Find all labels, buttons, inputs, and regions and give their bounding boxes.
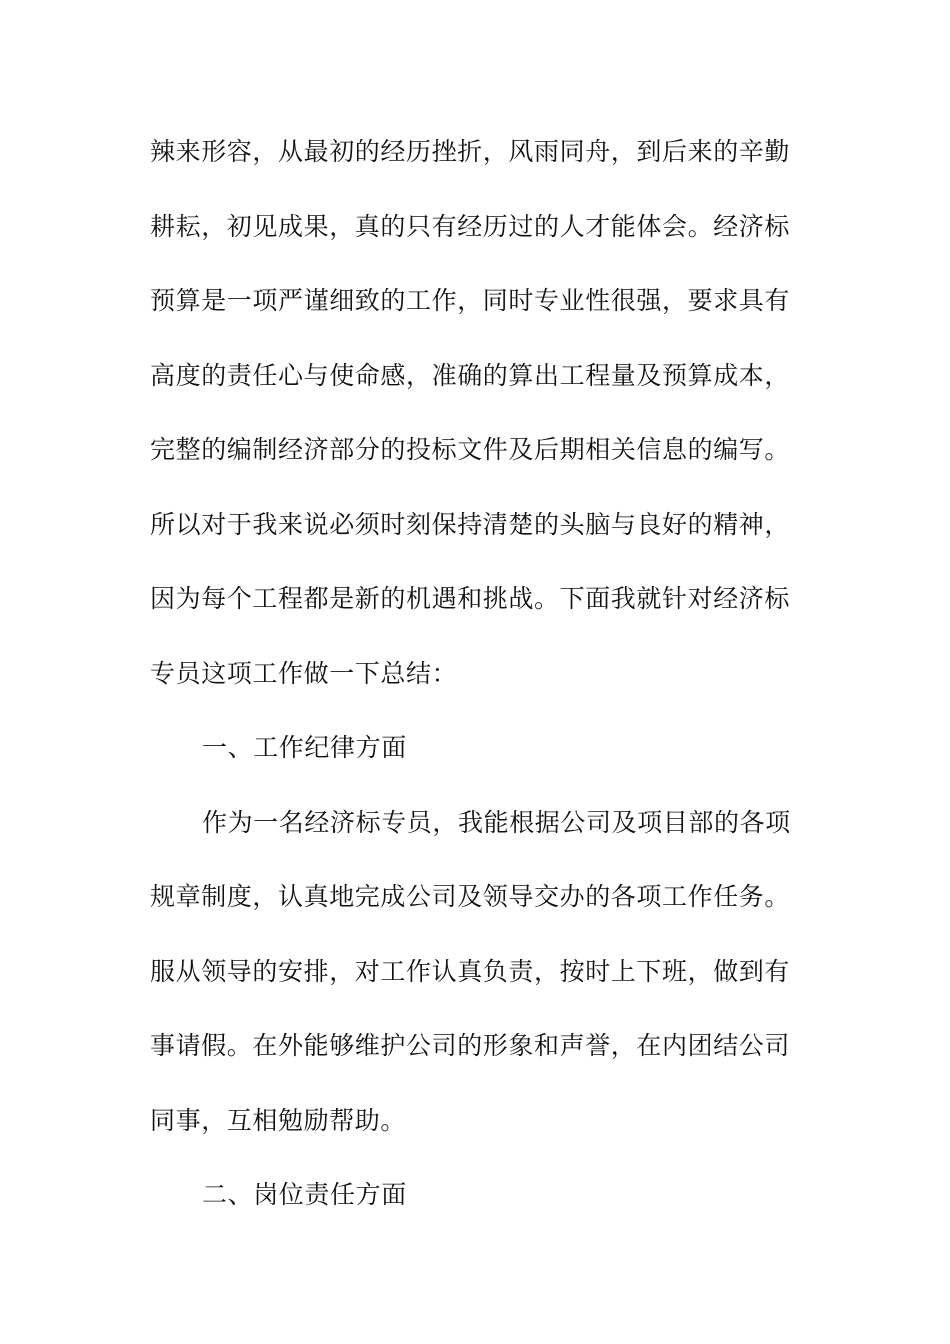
paragraph-line: 作为一名经济标专员，我能根据公司及项目部的各项 — [202, 808, 791, 837]
paragraph-line: 事请假。在外能够维护公司的形象和声誉，在内团结公司 — [150, 1031, 791, 1060]
paragraph-line: 因为每个工程都是新的机遇和挑战。下面我就针对经济标 — [150, 584, 791, 613]
paragraph-line: 专员这项工作做一下总结： — [150, 659, 458, 688]
paragraph-line: 预算是一项严谨细致的工作，同时专业性很强，要求具有 — [150, 286, 791, 315]
paragraph-line: 服从领导的安排，对工作认真负责，按时上下班，做到有 — [150, 957, 791, 986]
paragraph-line: 所以对于我来说必须时刻保持清楚的头脑与良好的精神， — [150, 510, 791, 539]
section-heading-job-responsibility: 二、岗位责任方面 — [202, 1180, 407, 1209]
paragraph-line: 同事，互相勉励帮助。 — [150, 1106, 407, 1135]
section-heading-work-discipline: 一、工作纪律方面 — [202, 733, 407, 762]
paragraph-line: 规章制度，认真地完成公司及领导交办的各项工作任务。 — [150, 882, 791, 911]
paragraph-line: 耕耘，初见成果，真的只有经历过的人才能体会。经济标 — [150, 212, 791, 241]
paragraph-line: 高度的责任心与使命感，准确的算出工程量及预算成本， — [150, 361, 791, 390]
paragraph-line: 完整的编制经济部分的投标文件及后期相关信息的编写。 — [150, 435, 791, 464]
paragraph-line: 辣来形容，从最初的经历挫折，风雨同舟，到后来的辛勤 — [150, 137, 791, 166]
